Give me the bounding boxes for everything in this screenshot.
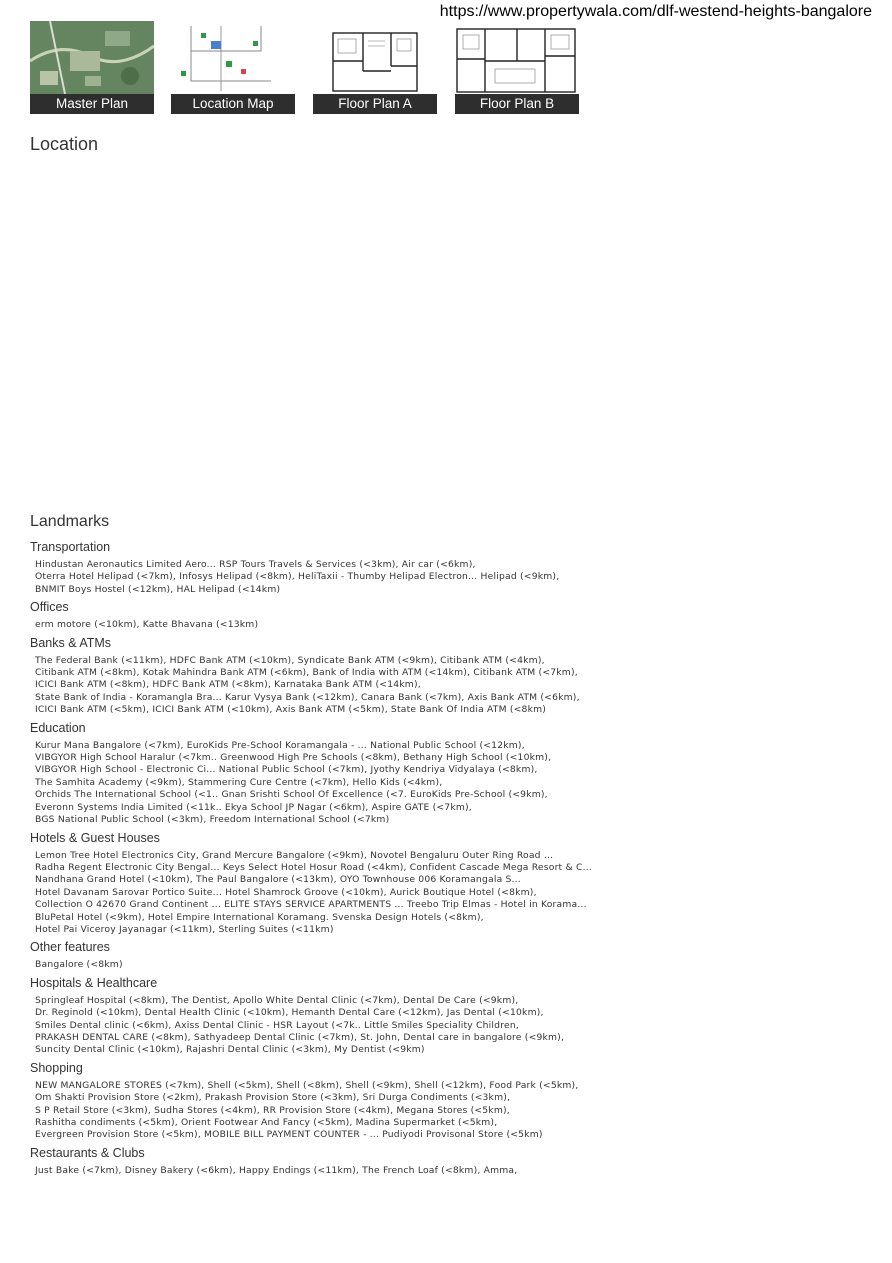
location-map-thumbnail[interactable] [171, 21, 295, 114]
landmark-lines [35, 619, 630, 631]
landmark-category [30, 1146, 630, 1177]
landmark-line: The Federal Bank (<11km), HDFC Bank ATM (<10km), Syndicate Bank ATM (<9km), Citibank ATM (<4km), [35, 654, 545, 666]
landmark-category-title: Restaurants & Clubs [30, 1145, 145, 1160]
page-url: https://www.propertywala.com/dlf-westend-heights-bangalore [439, 3, 872, 20]
landmark-line: Nandhana Grand Hotel (<10km), The Paul Bangalore (<13km), OYO Townhouse 006 Koramangala S... [35, 874, 521, 886]
master-plan-image [30, 21, 154, 94]
landmark-category [30, 940, 630, 971]
floor-plan-a-caption: Floor Plan A [313, 94, 437, 114]
landmark-category-title: Other features [30, 940, 110, 955]
landmark-line: Smiles Dental clinic (<6km), Axiss Dental Clinic - HSR Layout (<7k.. Little Smiles Speciality Children, [35, 1019, 519, 1031]
landmark-line: Dr. Reginold (<10km), Dental Health Clinic (<10km), Hemanth Dental Care (<12km), Jas Dental (<10km), [35, 1007, 544, 1019]
landmark-line: Hindustan Aeronautics Limited Aero... RSP Tours Travels & Services (<3km), Air car (<6km), [35, 559, 476, 570]
landmark-line: S P Retail Store (<3km), Sudha Stores (<4km), RR Provision Store (<4km), Megana Stores (<5km), [35, 1104, 510, 1116]
landmark-category [30, 721, 630, 827]
landmark-line: PRAKASH DENTAL CARE (<8km), Sathyadeep Dental Clinic (<7km), St. John, Dental care in bangalore (<9km), [35, 1031, 565, 1043]
floor-plan-b-image [455, 21, 579, 94]
landmark-line: NEW MANGALORE STORES (<7km), Shell (<5km), Shell (<8km), Shell (<9km), Shell (<12km), Food Park (<5km), [35, 1079, 579, 1091]
location-map-area [30, 165, 630, 505]
master-plan-caption: Master Plan [30, 94, 154, 114]
landmark-category-title: Education [30, 720, 86, 735]
landmark-category-title: Transportation [30, 540, 111, 554]
landmark-line: Oterra Hotel Helipad (<7km), Infosys Helipad (<8km), HeliTaxii - Thumby Helipad Electron... Helipad (<9km), [35, 571, 560, 583]
landmark-line: Collection O 42670 Grand Continent ... ELITE STAYS SERVICE APARTMENTS ... Treebo Trip Elmas - Hotel in Korama... [35, 899, 587, 911]
landmark-line: Springleaf Hospital (<8km), The Dentist, Apollo White Dental Clinic (<7km), Dental De Care (<9km), [35, 994, 519, 1006]
master-plan-thumbnail[interactable] [30, 21, 154, 114]
landmark-line: State Bank of India - Koramangla Bra... Karur Vysya Bank (<12km), Canara Bank (<7km), Axis Bank ATM (<6km), [35, 691, 580, 703]
landmark-line: BGS National Public School (<3km), Freedom International School (<7km) [35, 814, 390, 826]
landmark-category [30, 636, 630, 717]
landmark-lines [35, 559, 630, 596]
floor-plan-b-caption: Floor Plan B [455, 94, 579, 114]
landmark-category [30, 831, 630, 937]
landmark-line: Om Shakti Provision Store (<2km), Prakash Provision Store (<3km), Sri Durga Condiments (<3km), [35, 1092, 511, 1104]
location-map-caption: Location Map [171, 94, 295, 114]
landmark-line: ICICI Bank ATM (<8km), HDFC Bank ATM (<8km), Karnataka Bank ATM (<14km), [35, 679, 421, 691]
floor-plan-a-image [313, 21, 437, 94]
location-heading: Location [30, 134, 99, 154]
landmark-line: Kurur Mana Bangalore (<7km), EuroKids Pre-School Koramangala - ... National Public School (<12km), [35, 739, 525, 751]
landmark-category [30, 600, 630, 631]
landmark-line: Hotel Pai Viceroy Jayanagar (<11km), Sterling Suites (<11km) [35, 923, 334, 935]
landmark-line: ICICI Bank ATM (<5km), ICICI Bank ATM (<10km), Axis Bank ATM (<5km), State Bank Of India ATM (<8km) [35, 704, 547, 716]
landmark-lines [35, 995, 630, 1057]
landmark-line: Just Bake (<7km), Disney Bakery (<6km), Happy Endings (<11km), The French Loaf (<8km), Amma, [35, 1164, 518, 1176]
landmark-category [30, 1061, 630, 1142]
landmark-line: Bangalore (<8km) [35, 959, 123, 971]
landmark-line: Radha Regent Electronic City Bengal... Keys Select Hotel Hosur Road (<4km), Confident Cascade Mega Resort & C... [35, 861, 592, 873]
landmark-line: erm motore (<10km), Katte Bhavana (<13km) [35, 619, 259, 631]
landmark-category-title: Offices [30, 600, 69, 615]
floor-plan-a-thumbnail[interactable] [313, 21, 437, 114]
landmark-line: Everonn Systems India Limited (<11k.. Ekya School JP Nagar (<6km), Aspire GATE (<7km), [35, 801, 472, 813]
landmark-line: Suncity Dental Clinic (<10km), Rajashri Dental Clinic (<3km), My Dentist (<9km) [35, 1044, 425, 1056]
landmark-category-title: Shopping [30, 1060, 83, 1075]
landmark-line: VIBGYOR High School Haralur (<7km.. Greenwood High Pre Schools (<8km), Bethany High School (<10km), [35, 752, 552, 764]
landmark-line: Hotel Davanam Sarovar Portico Suite... Hotel Shamrock Groove (<10km), Aurick Boutique Hotel (<8km), [35, 886, 537, 898]
landmark-category [30, 976, 630, 1057]
landmark-line: Evergreen Provision Store (<5km), MOBILE BILL PAYMENT COUNTER - ... Pudiyodi Provisonal Store (<5km) [35, 1129, 543, 1141]
landmark-lines [35, 1165, 630, 1177]
location-map-image [171, 21, 295, 94]
landmark-lines [35, 959, 630, 971]
landmark-line: The Samhita Academy (<9km), Stammering Cure Centre (<7km), Hello Kids (<4km), [35, 776, 443, 788]
landmark-line: Orchids The International School (<1.. Gnan Srishti School Of Excellence (<7. EuroKids Pre-School (<9km), [35, 789, 548, 801]
landmark-category-title: Hotels & Guest Houses [30, 830, 160, 845]
landmark-line: Rashitha condiments (<5km), Orient Footwear And Fancy (<5km), Madina Supermarket (<5km), [35, 1117, 498, 1128]
landmark-lines [35, 1080, 630, 1142]
landmark-line: VIBGYOR High School - Electronic Ci... National Public School (<7km), Jyothy Kendriya Vidyalaya (<8km), [35, 764, 538, 776]
landmark-line: BNMIT Boys Hostel (<12km), HAL Helipad (<14km) [35, 583, 281, 595]
landmark-category-title: Banks & ATMs [30, 635, 112, 650]
landmark-lines [35, 850, 630, 937]
landmark-line: Citibank ATM (<8km), Kotak Mahindra Bank ATM (<6km), Bank of India with ATM (<14km), Citibank ATM (<7km), [35, 667, 578, 679]
floor-plan-b-thumbnail[interactable] [455, 21, 579, 114]
landmark-lines [35, 740, 630, 827]
landmark-category-title: Hospitals & Healthcare [30, 975, 158, 990]
landmarks-heading: Landmarks [30, 513, 110, 530]
landmark-lines [35, 655, 630, 717]
landmark-line: Lemon Tree Hotel Electronics City, Grand Mercure Bangalore (<9km), Novotel Bengaluru Outer Ring Road ... [35, 849, 554, 861]
landmark-line: BluPetal Hotel (<9km), Hotel Empire International Koramang. Svenska Design Hotels (<8km), [35, 911, 484, 923]
landmark-category [30, 540, 630, 596]
landmarks-list [30, 540, 630, 1181]
